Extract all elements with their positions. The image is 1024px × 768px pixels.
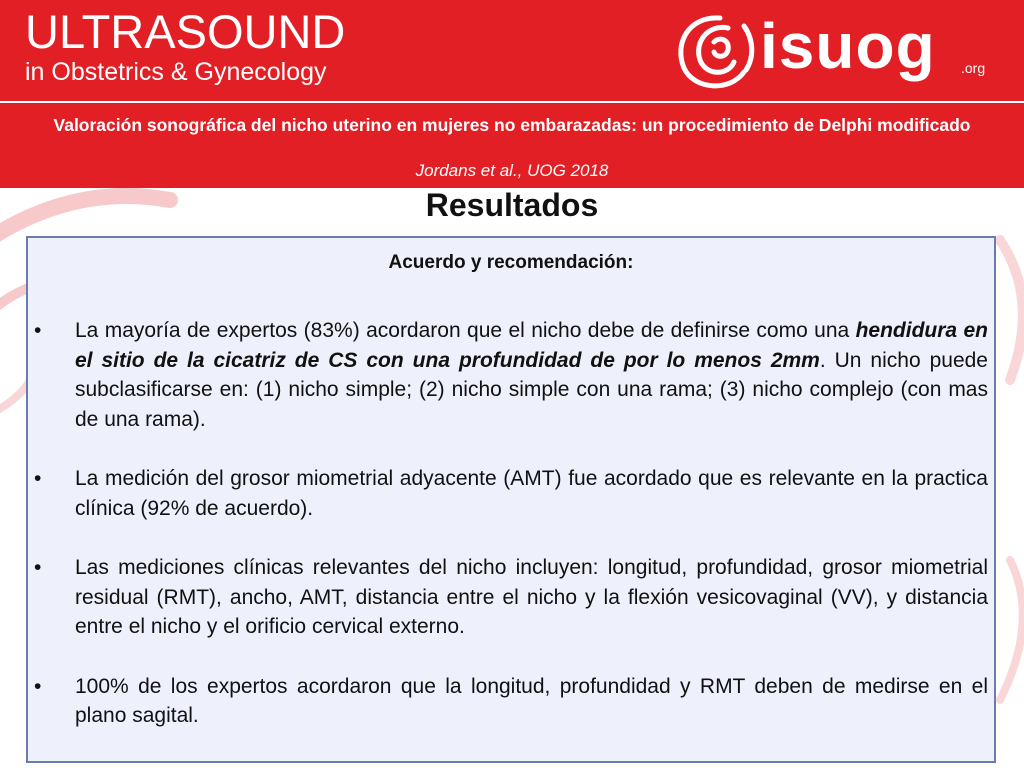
- list-item: [28, 672, 994, 731]
- bullet-icon: •: [34, 674, 42, 698]
- list-item: [28, 316, 994, 434]
- bullet-icon: •: [34, 467, 42, 490]
- list-item: [28, 553, 994, 642]
- bullet-text-emphasis: hendidura en el sitio de la cicatriz de CS con una profundidad de por lo menos 2mm: [75, 319, 988, 372]
- section-title: Resultados: [425, 187, 599, 223]
- bullet-icon: •: [34, 319, 42, 342]
- bullet-text: Las mediciones clínicas relevantes del nicho incluyen: longitud, profundidad, grosor miometrial residual (RMT), ancho, AMT, distancia entre el nicho y la flexión vesicovaginal (VV), y distancia entre el nicho y el orificio cervical externo.: [75, 556, 988, 638]
- results-box: [26, 236, 996, 763]
- header-banner: [0, 0, 1024, 188]
- box-heading: Acuerdo y recomendación:: [388, 252, 634, 273]
- bullet-text: 100% de los expertos acordaron que la longitud, profundidad y RMT deben de medirse en el plano sagital.: [75, 674, 988, 727]
- bullet-icon: •: [34, 556, 42, 579]
- bullet-text: La medición del grosor miometrial adyacente (AMT) fue acordado que es relevante en la practica clínica (92% de acuerdo).: [75, 467, 988, 520]
- isuog-logo-text: isuog: [760, 10, 936, 82]
- bullet-text-before: La mayoría de expertos (83%) acordaron que el nicho debe de definirse como una: [75, 319, 856, 342]
- bullet-list: [28, 316, 994, 761]
- article-citation: Jordans et al., UOG 2018: [415, 161, 609, 180]
- isuog-logo-suffix: .org: [961, 60, 986, 76]
- article-title: Valoración sonográfica del nicho uterino en mujeres no embarazadas: un procedimiento de Delphi modificado: [53, 115, 971, 135]
- journal-subtitle: in Obstetrics & Gynecology: [25, 58, 327, 86]
- header-divider: [0, 101, 1024, 103]
- bullet-text-after: . Un nicho puede subclasificarse en: (1) nicho simple; (2) nicho simple con una rama; (3) nicho complejo (con mas de una rama).: [75, 348, 988, 431]
- list-item: [28, 464, 994, 523]
- journal-title: ULTRASOUND: [25, 5, 346, 58]
